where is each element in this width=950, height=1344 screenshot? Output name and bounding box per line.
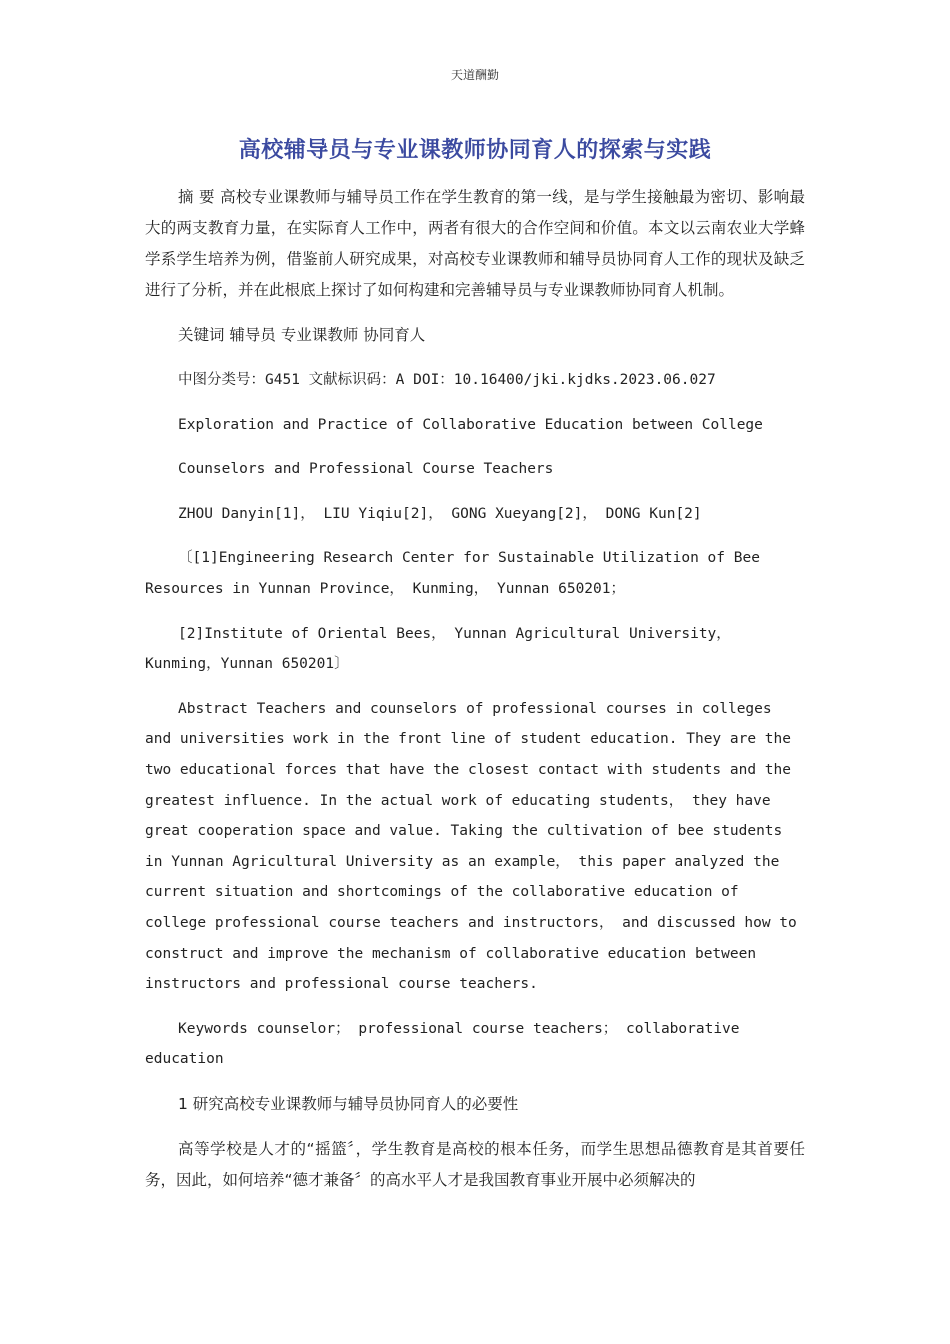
section-1-paragraph: 高等学校是人才的“摇篮〞，学生教育是高校的根本任务，而学生思想品德教育是其首要任务，因此，如何培养“德才兼备〞的高水平人才是我国教育事业开展中必须解决的	[145, 1139, 805, 1189]
page-header: 天道酬勤	[450, 68, 499, 82]
classification-line: 中图分类号：G451 文献标识码：A DOI：10.16400/jki.kjdks.2023.06.027	[178, 372, 716, 388]
affiliation-2: [2]Institute of Oriental Bees， Yunnan Agricultural University，Kunming，Yunnan 650201〕	[145, 625, 731, 673]
abstract-cn: 摘 要 高校专业课教师与辅导员工作在学生教育的第一线，是与学生接触最为密切、影响最大的两支教育力量，在实际育人工作中，两者有很大的合作空间和价值。本文以云南农业大学蜂学系学生培养为例，借鉴前人研究成果，对高校专业课教师和辅导员协同育人工作的现状及缺乏进行了分析，并在此根底上探讨了如何构建和完善辅导员与专业课教师协同育人机制。	[145, 188, 805, 299]
authors: ZHOU Danyin[1]， LIU Yiqiu[2]， GONG Xueyang[2]， DONG Kun[2]	[178, 505, 702, 522]
title-en-line1: Exploration and Practice of Collaborative Education between College	[178, 416, 763, 433]
affiliation-1: 〔[1]Engineering Research Center for Sustainable Utilization of Bee Resources in Yunnan Province， Kunming， Yunnan 650201；	[145, 550, 760, 597]
title-en-line2: Counselors and Professional Course Teachers	[178, 461, 554, 478]
keywords-cn: 关键词 辅导员 专业课教师 协同育人	[178, 326, 426, 344]
article-body	[145, 182, 805, 1196]
article-title: 高校辅导员与专业课教师协同育人的探索与实践	[238, 137, 712, 163]
section-1-heading: 1 研究高校专业课教师与辅导员协同育人的必要性	[178, 1094, 519, 1113]
keywords-en: Keywords counselor； professional course teachers； collaborative education	[145, 1020, 740, 1068]
abstract-en: Abstract Teachers and counselors of professional courses in colleges and universities work in the front line of student education. They are the two educational forces that have the closest contact with students and the greatest influence. In the actual work of educating students， they have great cooperation space and value. Taking the cultivation of bee students in Yunnan Agricultural University as an example， this paper analyzed the current situation and shortcomings of the collaborative education of college professional course teachers and instructors， and discussed how to construct and improve the mechanism of collaborative education between instructors and professional course teachers.	[145, 700, 797, 993]
